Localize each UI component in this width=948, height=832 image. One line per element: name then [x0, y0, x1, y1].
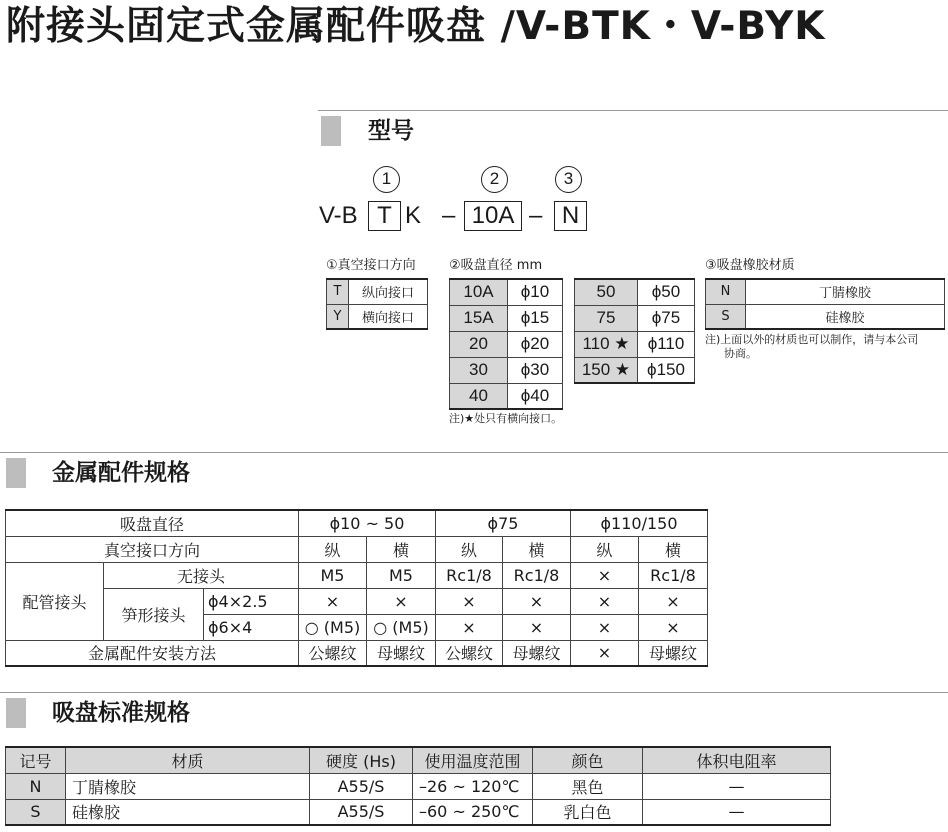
- direction-label: 横向接口: [349, 304, 428, 329]
- spec-cell: ×: [571, 588, 639, 614]
- table-row: [6, 799, 831, 825]
- pad-material: 丁腈橡胶: [66, 773, 310, 799]
- spec-none-label: 无接头: [104, 562, 299, 588]
- spec-direction: 横: [503, 536, 571, 562]
- rubber-code: N: [706, 279, 746, 304]
- fitting-section-rule: [0, 452, 948, 453]
- spec-cell: M5: [299, 562, 367, 588]
- spec-direction: 横: [639, 536, 708, 562]
- model-section-rule: [318, 110, 948, 111]
- table-row: [450, 357, 563, 383]
- model-heading: 型号: [368, 118, 414, 144]
- diameter-value: ϕ15: [508, 305, 563, 331]
- spec-barb-size: ϕ6×4: [204, 614, 299, 640]
- rubber-note-line-1: 注)上面以外的材质也可以制作，请与本公司: [705, 333, 919, 346]
- pad-header: 颜色: [533, 747, 643, 773]
- fitting-spec-heading: 金属配件规格: [52, 460, 190, 486]
- spec-cell: ×: [436, 614, 503, 640]
- pad-header: 记号: [6, 747, 66, 773]
- pad-spec-heading: 吸盘标准规格: [52, 700, 190, 726]
- pad-header: 硬度 (Hs): [310, 747, 413, 773]
- rubber-code: S: [706, 304, 746, 329]
- table-row: [6, 510, 708, 536]
- table-row: [450, 279, 563, 305]
- spec-cell: ×: [367, 588, 436, 614]
- diameter-options-title: ②吸盘直径 mm: [449, 258, 543, 273]
- diameter-code: 110 ★: [575, 331, 638, 357]
- pad-hardness: A55/S: [310, 799, 413, 825]
- diameter-code: 20: [450, 331, 508, 357]
- table-row: [6, 640, 708, 666]
- table-row: [575, 279, 695, 305]
- table-row: [575, 331, 695, 357]
- spec-direction: 纵: [571, 536, 639, 562]
- pad-material: 硅橡胶: [66, 799, 310, 825]
- table-row: [6, 773, 831, 799]
- spec-cell: 母螺纹: [367, 640, 436, 666]
- table-row: [327, 304, 428, 329]
- fitting-spec-table: [5, 509, 708, 667]
- table-row: [6, 562, 708, 588]
- spec-cell: 母螺纹: [639, 640, 708, 666]
- spec-cell: ×: [571, 640, 639, 666]
- pad-color: 黑色: [533, 773, 643, 799]
- model-dash-1: –: [442, 202, 456, 229]
- spec-dia-group: ϕ110/150: [571, 510, 708, 536]
- pad-header: 体积电阻率: [643, 747, 831, 773]
- spec-cell: Rc1/8: [503, 562, 571, 588]
- table-row: [450, 305, 563, 331]
- pad-section-bar: [6, 698, 26, 728]
- spec-cell: ○ (M5): [367, 614, 436, 640]
- diameter-code: 50: [575, 279, 638, 305]
- marker-1: 1: [373, 166, 400, 193]
- diameter-options-table-right: [574, 278, 695, 384]
- table-row: [575, 357, 695, 383]
- table-row: [706, 304, 945, 329]
- spec-cell: ×: [436, 588, 503, 614]
- diameter-code: 30: [450, 357, 508, 383]
- spec-dia-group: ϕ10 ~ 50: [299, 510, 436, 536]
- model-dash-2: –: [529, 202, 543, 229]
- rubber-label: 硅橡胶: [746, 304, 945, 329]
- model-mid: K: [405, 202, 422, 229]
- spec-row-label: 吸盘直径: [6, 510, 299, 536]
- rubber-options-table: [705, 278, 945, 330]
- fitting-section-bar: [6, 458, 26, 488]
- rubber-label: 丁腈橡胶: [746, 279, 945, 304]
- spec-pipe-label: 配管接头: [6, 562, 104, 640]
- diameter-code: 75: [575, 305, 638, 331]
- diameter-value: ϕ75: [638, 305, 695, 331]
- spec-cell: Rc1/8: [436, 562, 503, 588]
- spec-cell: ×: [503, 614, 571, 640]
- table-row: [450, 331, 563, 357]
- diameter-note: 注)★处只有横向接口。: [449, 412, 563, 425]
- model-box-rubber: N: [554, 201, 587, 231]
- model-section-bar: [321, 116, 341, 146]
- diameter-code: 150 ★: [575, 357, 638, 383]
- pad-header: 使用温度范围: [413, 747, 533, 773]
- diameter-code: 10A: [450, 279, 508, 305]
- pad-mark: S: [6, 799, 66, 825]
- spec-mount-label: 金属配件安装方法: [6, 640, 299, 666]
- table-row: [706, 279, 945, 304]
- spec-direction: 纵: [436, 536, 503, 562]
- spec-direction: 纵: [299, 536, 367, 562]
- diameter-value: ϕ40: [508, 383, 563, 409]
- direction-options-title: ①真空接口方向: [326, 258, 416, 273]
- spec-cell: ○ (M5): [299, 614, 367, 640]
- spec-cell: ×: [571, 562, 639, 588]
- table-row: [6, 588, 708, 614]
- spec-cell: ×: [503, 588, 571, 614]
- model-prefix: V-B: [319, 202, 358, 229]
- spec-cell: Rc1/8: [639, 562, 708, 588]
- spec-row-label: 真空接口方向: [6, 536, 299, 562]
- direction-code: T: [327, 279, 349, 304]
- diameter-code: 40: [450, 383, 508, 409]
- pad-header: 材质: [66, 747, 310, 773]
- direction-options-table: [326, 278, 428, 330]
- diameter-value: ϕ150: [638, 357, 695, 383]
- spec-cell: 母螺纹: [503, 640, 571, 666]
- diameter-value: ϕ110: [638, 331, 695, 357]
- spec-dia-group: ϕ75: [436, 510, 571, 536]
- diameter-value: ϕ20: [508, 331, 563, 357]
- pad-color: 乳白色: [533, 799, 643, 825]
- direction-code: Y: [327, 304, 349, 329]
- pad-spec-table: [5, 746, 831, 826]
- diameter-value: ϕ10: [508, 279, 563, 305]
- pad-temp: –60 ~ 250℃: [413, 799, 533, 825]
- pad-resistivity: —: [643, 799, 831, 825]
- spec-direction: 横: [367, 536, 436, 562]
- table-row: [575, 305, 695, 331]
- direction-label: 纵向接口: [349, 279, 428, 304]
- table-row: [6, 536, 708, 562]
- rubber-note-line-2: 协商。: [724, 347, 757, 360]
- pad-mark: N: [6, 773, 66, 799]
- spec-cell: 公螺纹: [436, 640, 503, 666]
- marker-3: 3: [555, 166, 582, 193]
- model-box-direction: T: [368, 201, 401, 231]
- marker-2: 2: [481, 166, 508, 193]
- page-title: 附接头固定式金属配件吸盘 /V-BTK・V-BYK: [6, 4, 826, 49]
- diameter-value: ϕ50: [638, 279, 695, 305]
- diameter-code: 15A: [450, 305, 508, 331]
- rubber-options-title: ③吸盘橡胶材质: [705, 258, 795, 273]
- spec-cell: 公螺纹: [299, 640, 367, 666]
- spec-cell: M5: [367, 562, 436, 588]
- spec-cell: ×: [639, 588, 708, 614]
- spec-cell: ×: [571, 614, 639, 640]
- diameter-value: ϕ30: [508, 357, 563, 383]
- spec-cell: ×: [639, 614, 708, 640]
- pad-hardness: A55/S: [310, 773, 413, 799]
- spec-barb-size: ϕ4×2.5: [204, 588, 299, 614]
- pad-resistivity: —: [643, 773, 831, 799]
- model-box-diameter: 10A: [464, 201, 522, 231]
- pad-section-rule: [0, 692, 948, 693]
- pad-temp: –26 ~ 120℃: [413, 773, 533, 799]
- diameter-options-table-left: [449, 278, 563, 410]
- table-row: [327, 279, 428, 304]
- spec-barb-label: 笋形接头: [104, 588, 204, 640]
- spec-cell: ×: [299, 588, 367, 614]
- table-row: [6, 747, 831, 773]
- table-row: [450, 383, 563, 409]
